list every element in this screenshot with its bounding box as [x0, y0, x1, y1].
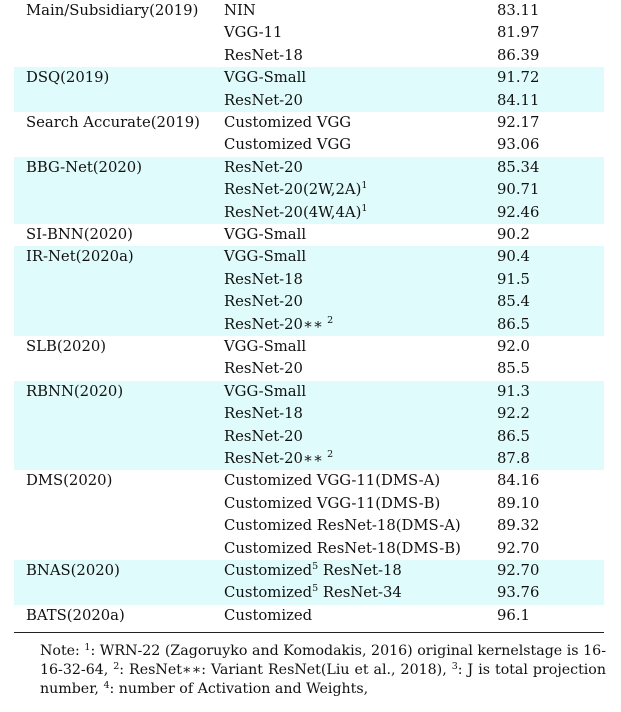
model-name: ResNet-20 — [224, 91, 303, 109]
accuracy-cell: 84.16 — [497, 472, 540, 490]
model-cell — [224, 493, 440, 515]
footnote-marker: 1 — [361, 180, 368, 192]
accuracy-cell: 93.06 — [497, 136, 540, 154]
accuracy-cell: 85.4 — [497, 293, 530, 311]
model-name: Customized ResNet-18(DMS-A) — [224, 517, 461, 535]
table-row — [14, 224, 604, 246]
method-cell: Main/Subsidiary(2019) — [26, 2, 199, 19]
model-cell — [224, 67, 306, 89]
table-row — [14, 515, 604, 537]
method-cell: BATS(2020a) — [26, 606, 125, 624]
accuracy-cell: 89.10 — [497, 494, 540, 512]
accuracy-cell: 92.17 — [497, 114, 540, 131]
accuracy-cell: 86.39 — [497, 46, 540, 64]
accuracy-cell: 81.97 — [497, 24, 540, 42]
model-cell — [224, 403, 303, 425]
note-text: : WRN-22 (Zagoruyko and Komodakis, 2016) original kernelstage is 16-16-32-64, — [40, 643, 606, 678]
accuracy-cell: 91.5 — [497, 270, 530, 288]
accuracy-cell: 96.1 — [497, 606, 530, 624]
accuracy-cell: 90.2 — [497, 226, 530, 243]
model-cell — [224, 336, 306, 358]
accuracy-cell: 91.3 — [497, 382, 530, 400]
model-cell — [224, 112, 351, 134]
model-cell — [224, 560, 402, 582]
method-cell: DMS(2020) — [26, 472, 113, 490]
model-name: NIN — [224, 2, 256, 19]
model-cell — [224, 0, 256, 22]
model-name: ResNet-18 — [224, 46, 303, 64]
model-name: ResNet-20(2W,2A) — [224, 181, 362, 199]
table-row — [14, 0, 604, 22]
table-row — [14, 67, 604, 89]
accuracy-cell: 85.5 — [497, 360, 530, 378]
footnote-marker: 2 — [327, 449, 334, 460]
table-row — [14, 358, 604, 380]
model-cell — [224, 134, 351, 156]
method-cell: DSQ(2019) — [26, 69, 110, 87]
note-footnote-number: 4 — [103, 680, 110, 691]
method-cell: Search Accurate(2019) — [26, 114, 200, 131]
accuracy-cell: 92.0 — [497, 338, 530, 355]
model-name: ResNet-20 — [224, 427, 303, 445]
model-name: VGG-Small — [224, 248, 307, 266]
method-cell: BBG-Net(2020) — [26, 158, 142, 176]
model-cell — [224, 314, 333, 336]
table-row — [14, 605, 604, 627]
accuracy-cell: 92.70 — [497, 539, 540, 557]
model-name: ResNet-20∗∗ — [224, 315, 324, 333]
accuracy-cell: 86.5 — [497, 427, 530, 445]
model-name: ResNet-20 — [224, 360, 303, 378]
table-row — [14, 493, 604, 515]
model-cell — [224, 538, 461, 560]
accuracy-cell: 87.8 — [497, 450, 530, 467]
accuracy-cell: 85.34 — [497, 158, 540, 176]
footnote-marker: 2 — [327, 314, 334, 326]
table-row — [14, 560, 604, 582]
table-row — [14, 582, 604, 604]
accuracy-cell: 92.2 — [497, 405, 530, 423]
footnote-marker: 5 — [312, 561, 319, 572]
table-row — [14, 291, 604, 313]
model-cell — [224, 426, 303, 448]
footnote-marker: 5 — [312, 583, 319, 595]
note-footnote-number: 1 — [84, 642, 91, 653]
table-row — [14, 381, 604, 403]
accuracy-cell: 93.76 — [497, 584, 540, 602]
model-cell — [224, 224, 306, 246]
model-cell — [224, 605, 312, 627]
model-name: VGG-Small — [224, 382, 307, 400]
accuracy-cell: 91.72 — [497, 69, 540, 87]
footnote-marker: 1 — [361, 202, 368, 214]
accuracy-cell: 92.46 — [497, 203, 540, 221]
method-cell: BNAS(2020) — [26, 562, 120, 579]
table-row — [14, 448, 604, 470]
note-label: Note: — [40, 643, 85, 659]
model-name: Customized — [224, 606, 313, 624]
model-name: Customized VGG — [224, 114, 352, 131]
model-name: Customized VGG — [224, 136, 352, 154]
note-footnote-number: 3 — [451, 661, 458, 672]
accuracy-cell: 90.4 — [497, 248, 530, 266]
table-row — [14, 314, 604, 336]
accuracy-cell: 89.32 — [497, 517, 540, 535]
model-name: Customized VGG-11(DMS-B) — [224, 494, 441, 512]
table-row — [14, 246, 604, 268]
model-cell — [224, 358, 303, 380]
table-row — [14, 336, 604, 358]
table-row — [14, 426, 604, 448]
table-row — [14, 202, 604, 224]
method-cell: IR-Net(2020a) — [26, 248, 134, 266]
note-text: : ResNet∗∗: Variant ResNet(Liu et al., 2018), — [119, 662, 452, 678]
model-name: VGG-Small — [224, 226, 307, 243]
model-cell — [224, 246, 306, 268]
accuracy-cell: 83.11 — [497, 2, 540, 19]
accuracy-cell: 92.70 — [497, 562, 540, 579]
table-row — [14, 112, 604, 134]
note-text: : number of Activation and Weights, — [109, 681, 369, 697]
accuracy-cell: 86.5 — [497, 315, 530, 333]
model-cell — [224, 202, 367, 224]
table-row — [14, 45, 604, 67]
note-text: : J is total projection number, — [40, 662, 606, 697]
accuracy-cell: 90.71 — [497, 181, 540, 199]
model-cell — [224, 381, 306, 403]
model-cell — [224, 90, 303, 112]
table-row — [14, 134, 604, 156]
model-cell — [224, 269, 303, 291]
note-footnote-number: 2 — [113, 661, 120, 672]
model-name: ResNet-20∗∗ — [224, 450, 324, 467]
model-name: Customized ResNet-18(DMS-B) — [224, 539, 461, 557]
table-row — [14, 470, 604, 492]
model-name-suffix: ResNet-18 — [318, 562, 402, 579]
model-name: ResNet-20(4W,4A) — [224, 203, 362, 221]
table-bottom-rule — [14, 632, 604, 633]
model-cell — [224, 582, 402, 604]
method-cell: SI-BNN(2020) — [26, 226, 133, 243]
table-row — [14, 538, 604, 560]
model-cell — [224, 515, 461, 537]
model-name: Customized VGG-11(DMS-A) — [224, 472, 441, 490]
table-row — [14, 22, 604, 44]
table-footnote — [40, 642, 606, 699]
model-name-suffix: ResNet-34 — [318, 584, 402, 602]
model-cell — [224, 291, 303, 313]
model-name: ResNet-20 — [224, 158, 303, 176]
model-name: Customized — [224, 584, 313, 602]
table-row — [14, 157, 604, 179]
table-row — [14, 403, 604, 425]
method-cell: RBNN(2020) — [26, 382, 124, 400]
table-row — [14, 269, 604, 291]
table-row — [14, 179, 604, 201]
table-row — [14, 90, 604, 112]
model-cell — [224, 22, 282, 44]
model-cell — [224, 179, 367, 201]
model-cell — [224, 448, 333, 470]
model-cell — [224, 157, 303, 179]
method-cell: SLB(2020) — [26, 338, 107, 355]
accuracy-cell: 84.11 — [497, 91, 540, 109]
model-name: Customized — [224, 562, 313, 579]
model-cell — [224, 470, 440, 492]
model-name: VGG-Small — [224, 69, 307, 87]
model-name: ResNet-18 — [224, 270, 303, 288]
model-cell — [224, 45, 303, 67]
model-name: VGG-11 — [224, 24, 283, 42]
model-name: ResNet-18 — [224, 405, 303, 423]
model-name: VGG-Small — [224, 338, 307, 355]
model-name: ResNet-20 — [224, 293, 303, 311]
